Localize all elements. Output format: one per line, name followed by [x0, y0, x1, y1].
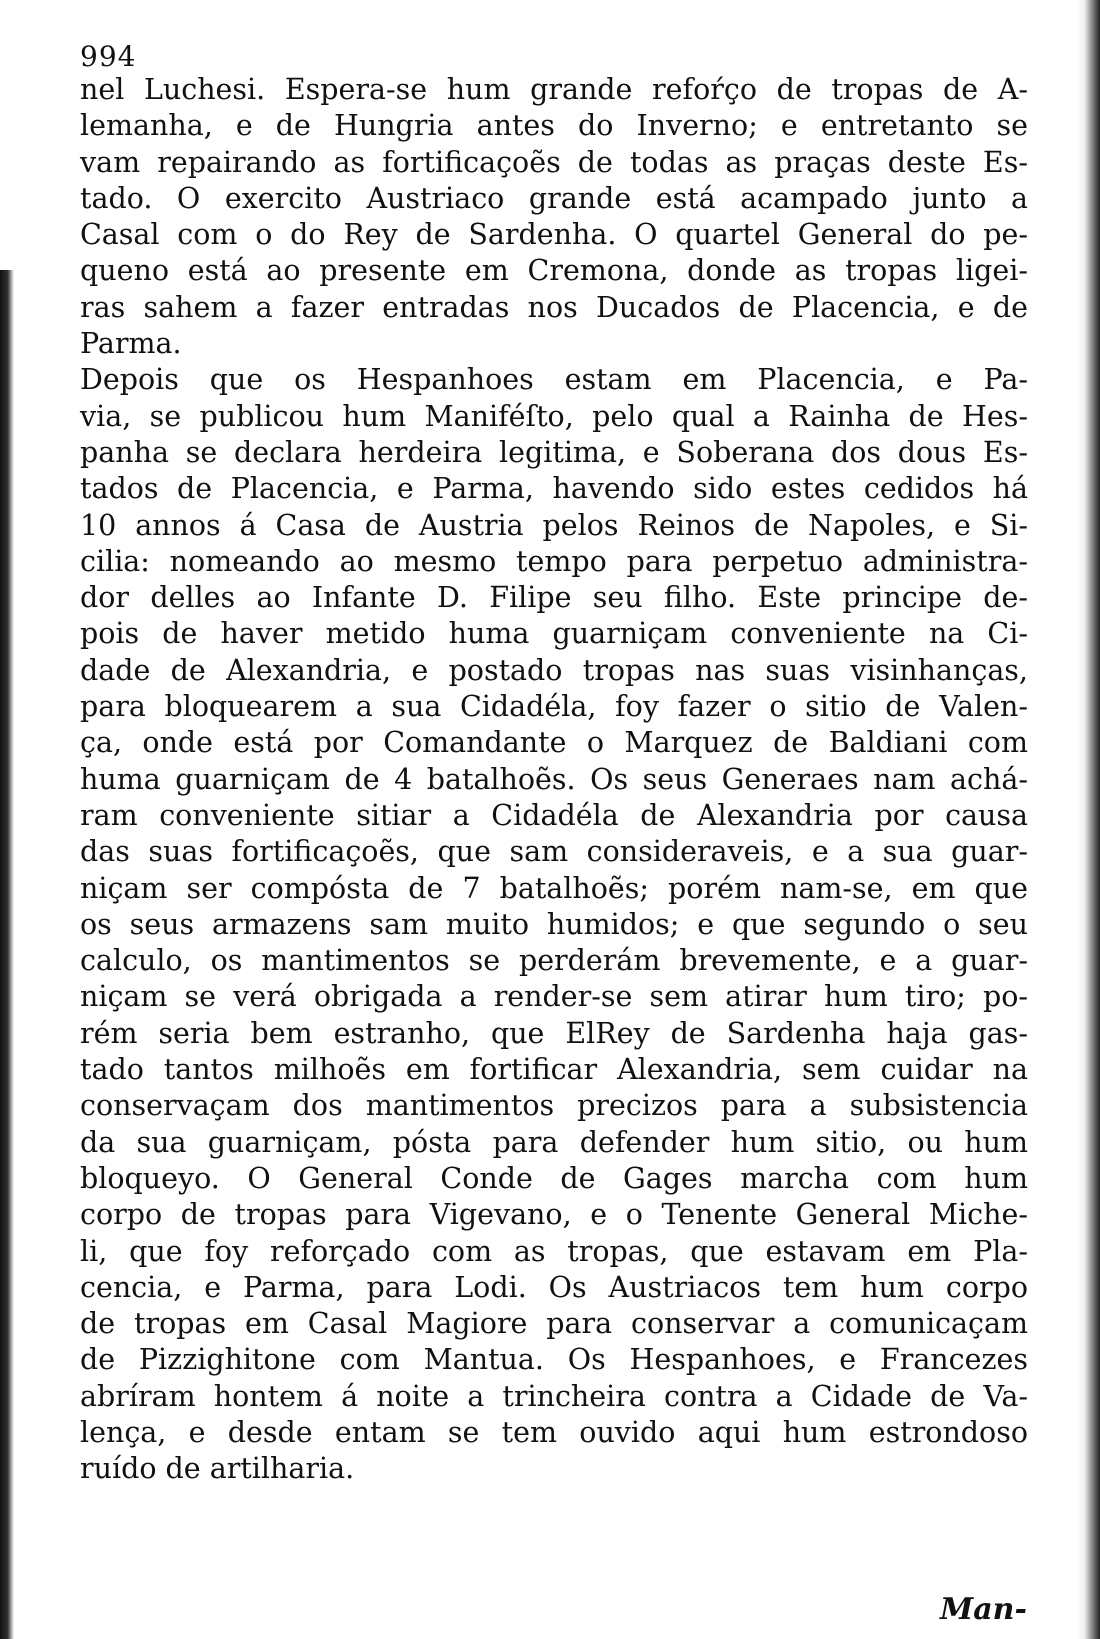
text-line: lença, e desde entam se tem ouvido aqui hum estrondoso — [80, 1415, 1028, 1449]
text-line: lemanha, e de Hungria antes do Inverno; e entretanto se — [80, 109, 1028, 143]
page-number: 994 — [80, 40, 137, 73]
text-line: Depois que os Hespanhoes estam em Placencia, e Pa- — [80, 363, 1028, 397]
text-line: ram conveniente sitiar a Cidadéla de Alexandria por causa — [80, 798, 1028, 832]
text-line: para bloquearem a sua Cidadéla, foy fazer o sitio de Valen- — [80, 690, 1028, 724]
text-line: huma guarniçam de 4 batalhoẽs. Os seus Generaes nam achá- — [80, 762, 1028, 796]
text-line: da sua guarniçam, pósta para defender hum sitio, ou hum — [80, 1125, 1028, 1159]
text-line: abríram hontem á noite a trincheira contra a Cidade de Va- — [80, 1379, 1028, 1413]
text-line: de Pizzighitone com Mantua. Os Hespanhoes, e Francezes — [80, 1343, 1028, 1377]
text-line: via, se publicou hum Maniféſto, pelo qual a Rainha de Hes- — [80, 399, 1028, 433]
text-line: tado tantos milhoẽs em fortificar Alexandria, sem cuidar na — [80, 1053, 1028, 1087]
text-line: ruído de artilharia. — [80, 1452, 355, 1486]
text-line: li, que foy reforçado com as tropas, que estavam em Pla- — [80, 1234, 1028, 1268]
text-line: ras sahem a fazer entradas nos Ducados de Placencia, e de — [80, 290, 1028, 324]
text-line: panha se declara herdeira legitima, e Soberana dos dous Es- — [80, 435, 1028, 469]
text-line: os seus armazens sam muito humidos; e que segundo o seu — [80, 907, 1028, 941]
text-line: tados de Placencia, e Parma, havendo sido estes cedidos há — [80, 472, 1028, 506]
text-line: cilia: nomeando ao mesmo tempo para perpetuo administra- — [80, 544, 1028, 578]
text-line: de tropas em Casal Magiore para conservar a comunicaçam — [80, 1307, 1028, 1341]
text-line: Casal com o do Rey de Sardenha. O quartel General do pe- — [80, 218, 1028, 252]
text-line: das suas fortificaçoẽs, que sam consideraveis, e a sua guar- — [80, 835, 1028, 869]
text-line: nel Luchesi. Espera-se hum grande refoŕço de tropas de A- — [80, 73, 1028, 106]
text-line: ça, onde está por Comandante o Marquez de Baldiani com — [80, 726, 1028, 760]
text-line: cencia, e Parma, para Lodi. Os Austriacos tem hum corpo — [80, 1270, 1028, 1304]
text-line: tado. O exercito Austriaco grande está acampado junto a — [80, 181, 1028, 215]
page-edge-shadow-right — [1078, 0, 1100, 1639]
text-line: queno está ao presente em Cremona, donde as tropas ligei- — [80, 254, 1028, 288]
text-line: dor delles ao Infante D. Filipe seu filho. Este principe de- — [80, 581, 1028, 615]
text-line: 10 annos á Casa de Austria pelos Reinos de Napoles, e Si- — [80, 508, 1028, 542]
text-line: calculo, os mantimentos se perderám brevemente, e a guar- — [80, 944, 1028, 978]
text-line: bloqueyo. O General Conde de Gages marcha com hum — [80, 1161, 1028, 1195]
body-text — [80, 72, 1028, 1488]
text-line: vam repairando as fortificaçoẽs de todas as praças deste Es- — [80, 145, 1028, 179]
text-line: pois de haver metido huma guarniçam conveniente na Ci- — [80, 617, 1028, 651]
catchword: Man- — [940, 1592, 1027, 1627]
text-line: dade de Alexandria, e postado tropas nas suas visinhanças, — [80, 653, 1028, 687]
text-line: rém seria bem estranho, que ElRey de Sardenha haja gas- — [80, 1016, 1028, 1050]
text-line: niçam ser compósta de 7 batalhoẽs; porém nam-se, em que — [80, 871, 1028, 905]
page-edge-shadow-left — [0, 270, 14, 1639]
text-line: corpo de tropas para Vigevano, e o Tenente General Miche- — [80, 1198, 1028, 1232]
text-line: Parma. — [80, 327, 182, 361]
text-line: conservaçam dos mantimentos precizos para a subsistencia — [80, 1089, 1028, 1123]
text-line: niçam se verá obrigada a render-se sem atirar hum tiro; po- — [80, 980, 1028, 1014]
